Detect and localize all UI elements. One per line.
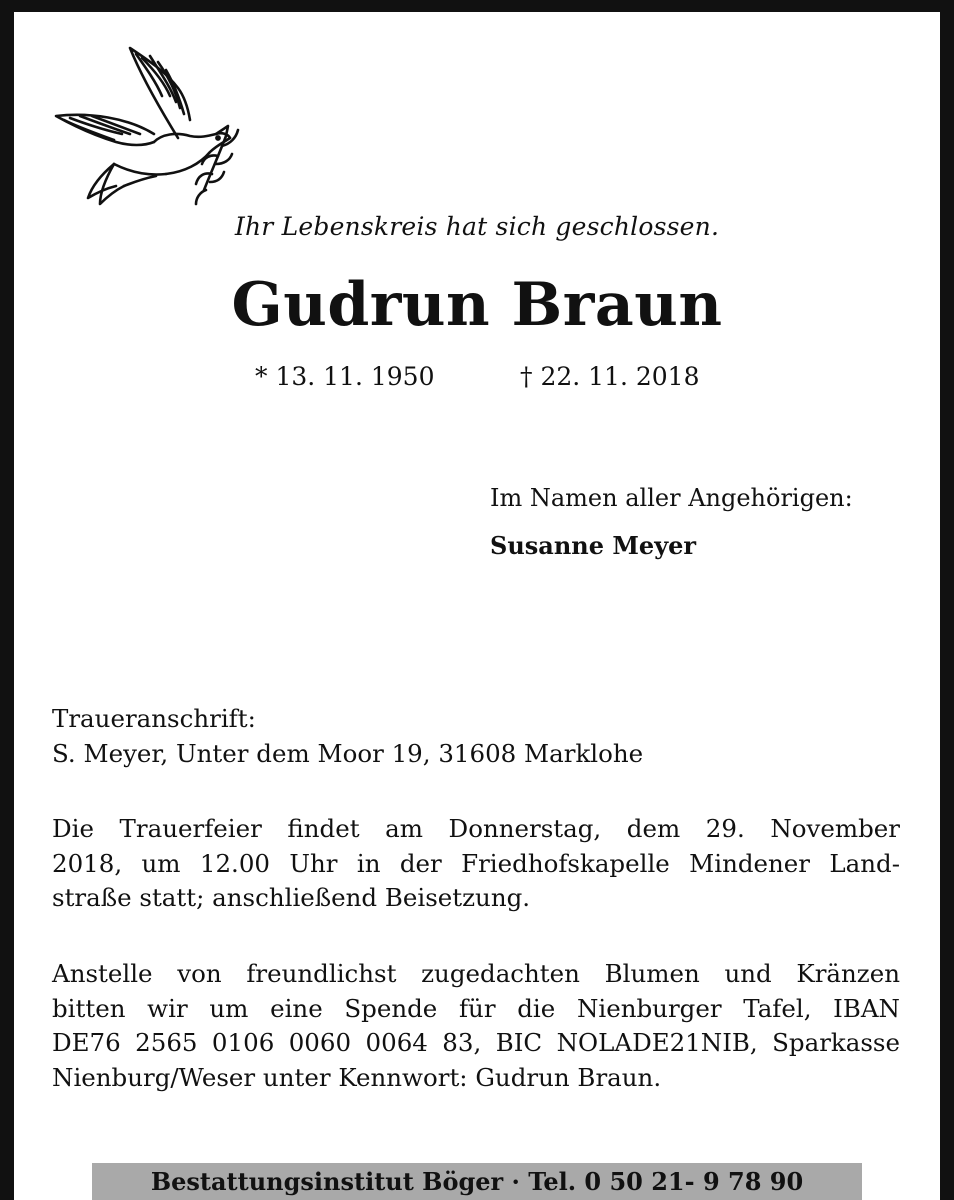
death-date: † 22. 11. 2018 — [520, 362, 700, 391]
deceased-name: Gudrun Braun — [231, 270, 723, 340]
motto: Ihr Lebenskreis hat sich geschlossen. — [234, 212, 720, 241]
signer-name: Susanne Meyer — [490, 531, 697, 560]
address-line: S. Meyer, Unter dem Moor 19, 31608 Marklohe — [52, 738, 644, 768]
donation-line: DE76 2565 0106 0060 0064 83, BIC NOLADE21NIB, Sparkasse — [52, 1028, 900, 1057]
address-label: Traueranschrift: — [52, 704, 256, 733]
dove-icon — [50, 42, 240, 210]
donation-line: Anstelle von freundlichst zugedachten Blumen und Kränzen — [52, 959, 900, 988]
funeral-home-footer: Bestattungsinstitut Böger · Tel. 0 50 21- 9 78 90 — [92, 1163, 862, 1200]
mourning-address — [52, 702, 900, 771]
ceremony-line: Die Trauerfeier findet am Donnerstag, dem 29. November — [52, 814, 900, 843]
donation-line: bitten wir um eine Spende für die Nienburger Tafel, IBAN — [52, 993, 900, 1023]
ceremony-paragraph — [52, 812, 900, 916]
birth-date: * 13. 11. 1950 — [255, 362, 435, 391]
ceremony-line: 2018, um 12.00 Uhr in der Friedhofskapelle Mindener Land- — [52, 848, 900, 878]
ceremony-line: straße statt; anschließend Beisetzung. — [52, 883, 531, 912]
donation-paragraph — [52, 957, 900, 1095]
donation-line: Nienburg/Weser unter Kennwort: Gudrun Braun. — [52, 1062, 662, 1092]
behalf-label: Im Namen aller Angehörigen: — [490, 484, 853, 512]
